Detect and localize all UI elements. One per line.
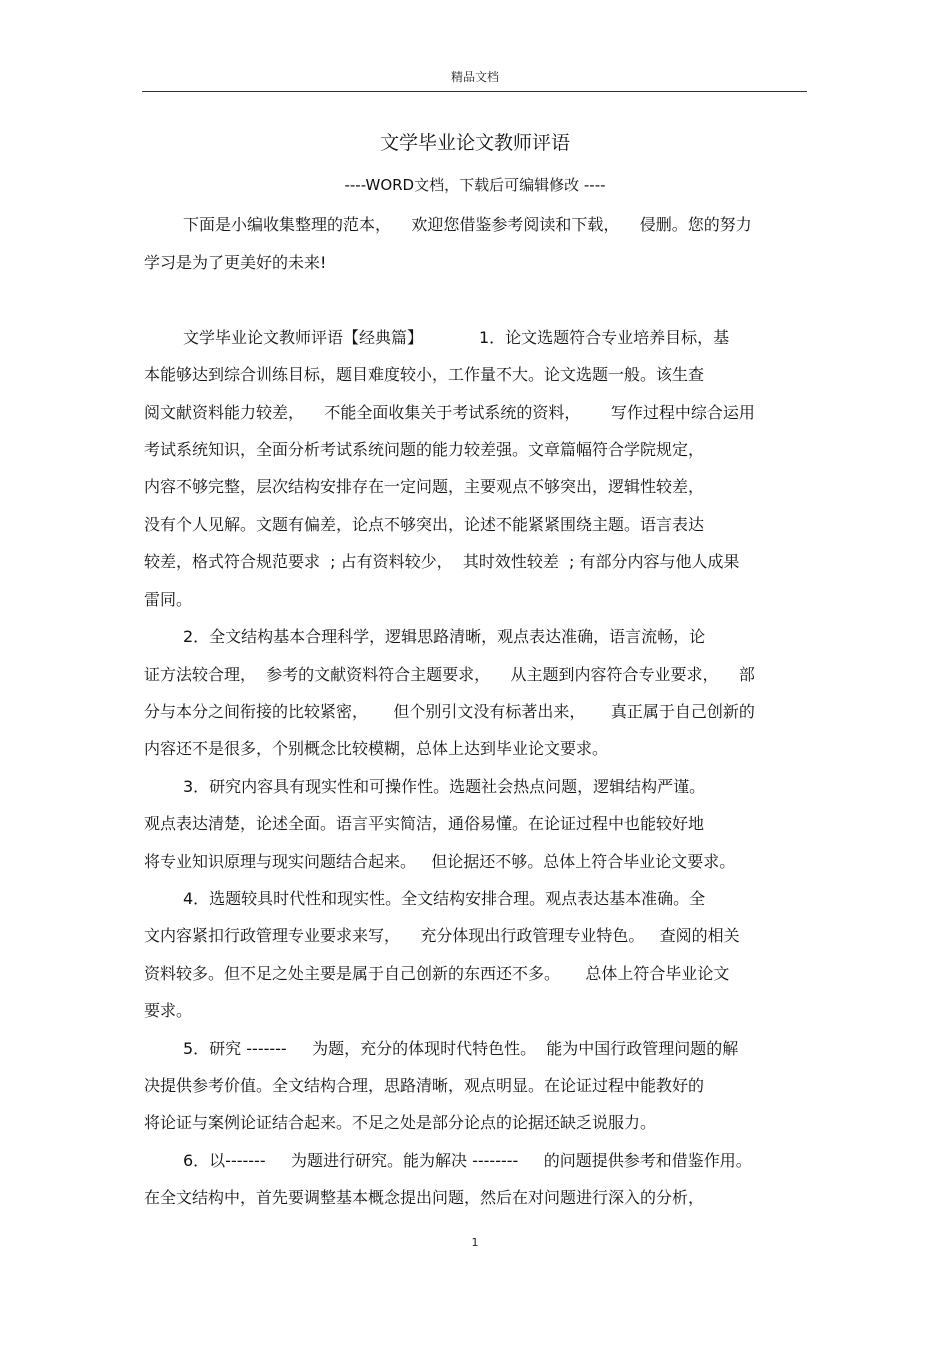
body-line: 将论证与案例论证结合起来。不足之处是部分论点的论据还缺乏说服力。 [144,1113,657,1132]
body-line: 证方法较合理， 参考的文献资料符合主题要求， 从主题到内容符合专业要求， 部 [144,665,755,684]
body-line: 内容还不是很多，个别概念比较模糊，总体上达到毕业论文要求。 [144,739,609,758]
header-divider [142,91,807,92]
body-line: 没有个人见解。文题有偏差，论点不够突出，论述不能紧紧围绕主题。语言表达 [144,515,705,534]
body-line: 下面是小编收集整理的范本， 欢迎您借鉴参考阅读和下载， 侵删。您的努力 [183,215,752,234]
body-line: 内容不够完整，层次结构安排存在一定问题，主要观点不够突出，逻辑性较差， [144,477,705,496]
document-title: 文学毕业论文教师评语 [379,132,570,154]
body-line: 3．研究内容具有现实性和可操作性。选题社会热点问题，逻辑结构严谨。 [183,777,706,796]
body-line: 观点表达清楚，论述全面。语言平实简洁，通俗易懂。在论证过程中也能较好地 [144,814,705,833]
body-line: 资料较多。但不足之处主要是属于自己创新的东西还不多。 总体上符合毕业论文 [144,964,730,983]
body-line: 较差，格式符合规范要求 ; 占有资料较少， 其时效性较差 ; 有部分内容与他人成果 [144,552,740,571]
body-line: 将专业知识原理与现实问题结合起来。 但论据还不够。总体上符合毕业论文要求。 [144,852,736,871]
document-subtitle: ----WORD文档，下载后可编辑修改 ---- [344,176,606,194]
body-line: 考试系统知识，全面分析考试系统问题的能力较差强。文章篇幅符合学院规定， [144,440,705,459]
body-line: 文内容紧扣行政管理专业要求来写， 充分体现出行政管理专业特色。 查阅的相关 [144,926,740,945]
body-line: 阅文献资料能力较差， 不能全面收集关于考试系统的资料， 写作过程中综合运用 [144,403,755,422]
body-line: 本能够达到综合训练目标，题目难度较小，工作量不大。论文选题一般。该生查 [144,365,705,384]
body-line: 文学毕业论文教师评语【经典篇】 1．论文选题符合专业培养目标，基 [183,328,730,347]
body-line: 5．研究 ------- 为题，充分的体现时代特色性。 能为中国行政管理问题的解 [183,1039,739,1058]
body-line: 要求。 [144,1001,193,1020]
body-line: 2．全文结构基本合理科学，逻辑思路清晰，观点表达准确，语言流畅，论 [183,627,706,646]
body-line: 雷同。 [144,590,193,609]
body-line: 分与本分之间衔接的比较紧密， 但个别引文没有标著出来， 真正属于自己创新的 [144,702,755,721]
body-line: 在全文结构中，首先要调整基本概念提出问题，然后在对问题进行深入的分析， [144,1188,705,1207]
body-line: 6．以------- 为题进行研究。能为解决 -------- 的问题提供参考和借鉴作用。 [183,1151,752,1170]
page-header: 精品文档 [450,70,499,84]
body-line: 决提供参考价值。全文结构合理，思路清晰，观点明显。在论证过程中能教好的 [144,1076,705,1095]
page-number: 1 [471,1236,479,1249]
body-line: 4．选题较具时代性和现实性。全文结构安排合理。观点表达基本准确。全 [183,889,706,908]
body-line: 学习是为了更美好的未来! [144,253,327,272]
